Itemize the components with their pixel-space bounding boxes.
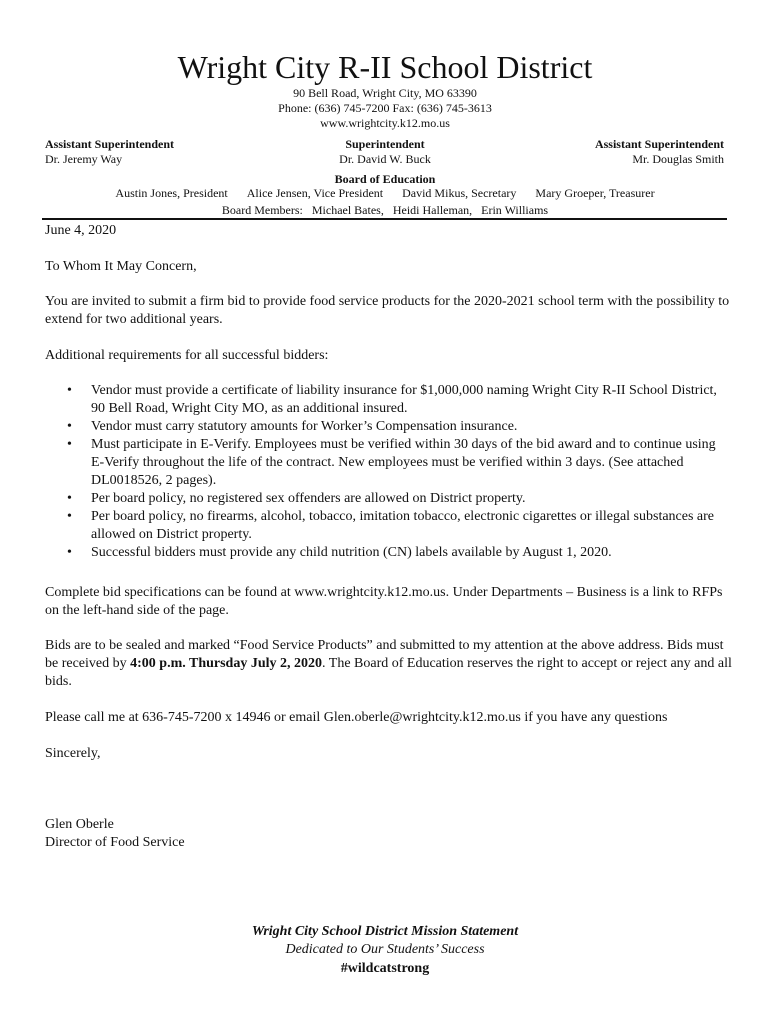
admin-left-role: Assistant Superintendent bbox=[45, 137, 175, 151]
list-item: • Per board policy, no firearms, alcohol, tobacco, imitation tobacco, electronic cigarettes or illegal substances are allowed on District property. bbox=[67, 509, 715, 542]
board-officers bbox=[0, 186, 770, 201]
letter-intro: You are invited to submit a firm bid to provide food service products for the 2020-2021 school term with the possibility to extend for two additional years. bbox=[45, 294, 730, 327]
district-phone-fax: Phone: (636) 745-7200 Fax: (636) 745-3613 bbox=[278, 101, 492, 115]
bullet-icon: • bbox=[67, 419, 72, 434]
bids-paragraph: Bids are to be sealed and marked “Food Service Products” and submitted to my attention at the above address. Bids must be received by 4:00 p.m. Thursday July 2, 2020. The Board of Education reserves the right to accept or reject any and all bids. bbox=[45, 638, 732, 689]
requirements-list bbox=[45, 382, 725, 562]
contact-paragraph: Please call me at 636-745-7200 x 14946 or email Glen.oberle@wrightcity.k12.mo.us if you have any questions bbox=[45, 710, 668, 725]
signer-title: Director of Food Service bbox=[45, 835, 185, 850]
signer-name: Glen Oberle bbox=[45, 817, 114, 832]
admin-center-role: Superintendent bbox=[345, 137, 425, 151]
board-officer: Austin Jones, President bbox=[115, 186, 228, 200]
admin-center-name: Dr. David W. Buck bbox=[339, 152, 431, 166]
requirements-heading: Additional requirements for all successful bidders: bbox=[45, 348, 329, 363]
board-heading: Board of Education bbox=[334, 172, 436, 186]
mission-hashtag: #wildcatstrong bbox=[340, 961, 430, 976]
list-item: • Must participate in E-Verify. Employees must be verified within 30 days of the bid award and to continue using E-Verify throughout the life of the contract. New employees must be verified within 3 days. (See attached DL0018526, 2 pages). bbox=[67, 437, 716, 488]
bullet-icon: • bbox=[67, 491, 72, 506]
district-website: www.wrightcity.k12.mo.us bbox=[320, 116, 450, 130]
district-address: 90 Bell Road, Wright City, MO 63390 bbox=[293, 86, 477, 100]
list-item: • Successful bidders must provide any child nutrition (CN) labels available by August 1, 2020. bbox=[67, 545, 612, 560]
board-officer: Mary Groeper, Treasurer bbox=[535, 186, 655, 200]
letter-salutation: To Whom It May Concern, bbox=[45, 259, 197, 274]
admin-right-name: Mr. Douglas Smith bbox=[632, 152, 724, 166]
mission-statement: Dedicated to Our Students’ Success bbox=[285, 942, 485, 957]
board-officer: Alice Jensen, Vice President bbox=[246, 186, 384, 200]
header-divider bbox=[42, 218, 727, 220]
bullet-icon: • bbox=[67, 545, 72, 560]
admin-center bbox=[285, 137, 485, 167]
admin-right-role: Assistant Superintendent bbox=[594, 137, 724, 151]
mission-heading: Wright City School District Mission Statement bbox=[251, 924, 519, 939]
list-item: • Vendor must provide a certificate of liability insurance for $1,000,000 naming Wright City R-II School District, 90 Bell Road, Wright City MO, as an additional insured. bbox=[67, 383, 717, 416]
list-item: • Vendor must carry statutory amounts for Worker’s Compensation insurance. bbox=[67, 419, 518, 434]
admin-right bbox=[595, 137, 724, 167]
bullet-icon: • bbox=[67, 383, 72, 398]
list-item: • Per board policy, no registered sex offenders are allowed on District property. bbox=[67, 491, 526, 506]
district-name: Wright City R-II School District bbox=[177, 49, 593, 85]
bid-specs-paragraph: Complete bid specifications can be found at www.wrightcity.k12.mo.us. Under Departments – Business is a link to RFPs on the left-hand side of the page. bbox=[45, 585, 723, 618]
admin-left bbox=[45, 137, 174, 167]
admin-left-name: Dr. Jeremy Way bbox=[45, 152, 123, 166]
letter-date: June 4, 2020 bbox=[45, 223, 117, 238]
board-members: Board Members: Michael Bates, Heidi Halleman, Erin Williams bbox=[221, 203, 549, 217]
bullet-icon: • bbox=[67, 437, 72, 452]
bullet-icon: • bbox=[67, 509, 72, 524]
letter-closing: Sincerely, bbox=[45, 746, 101, 761]
board-officer: David Mikus, Secretary bbox=[402, 186, 517, 200]
bid-deadline: 4:00 p.m. Thursday July 2, 2020 bbox=[130, 656, 323, 671]
